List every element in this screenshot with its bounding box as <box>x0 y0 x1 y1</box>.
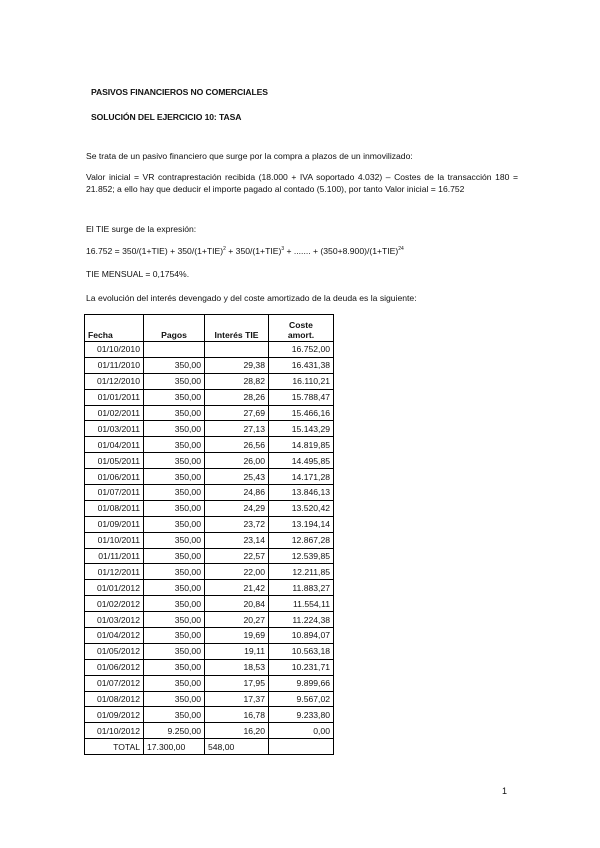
cell-coste: 0,00 <box>269 723 334 739</box>
table-row <box>85 707 334 723</box>
cell-pagos: 350,00 <box>144 532 205 548</box>
cell-fecha: 01/08/2012 <box>85 691 144 707</box>
formula-exponent-3: 24 <box>398 246 404 252</box>
table-row <box>85 469 334 485</box>
formula-part-2: + 350/(1+TIE) <box>225 246 282 256</box>
cell-fecha: 01/04/2012 <box>85 628 144 644</box>
total-interes: 548,00 <box>205 739 269 755</box>
cell-coste: 16.110,21 <box>269 373 334 389</box>
cell-pagos: 350,00 <box>144 707 205 723</box>
cell-fecha: 01/01/2012 <box>85 580 144 596</box>
tie-formula <box>86 245 518 257</box>
cell-pagos <box>144 342 205 358</box>
cell-interes: 24,86 <box>205 485 269 501</box>
table-row <box>85 389 334 405</box>
cell-interes: 23,72 <box>205 516 269 532</box>
cell-pagos: 350,00 <box>144 485 205 501</box>
table-row <box>85 405 334 421</box>
cell-coste: 12.867,28 <box>269 532 334 548</box>
cell-fecha: 01/02/2012 <box>85 596 144 612</box>
total-label: TOTAL <box>85 739 144 755</box>
cell-pagos: 350,00 <box>144 389 205 405</box>
cell-fecha: 01/06/2012 <box>85 659 144 675</box>
cell-fecha: 01/03/2012 <box>85 612 144 628</box>
table-row <box>85 500 334 516</box>
cell-fecha: 01/09/2012 <box>85 707 144 723</box>
cell-pagos: 350,00 <box>144 691 205 707</box>
cell-pagos: 350,00 <box>144 453 205 469</box>
cell-pagos: 350,00 <box>144 469 205 485</box>
header-coste <box>269 315 334 342</box>
cell-pagos: 9.250,00 <box>144 723 205 739</box>
formula-exponent-2: 3 <box>281 246 285 252</box>
cell-interes: 22,00 <box>205 564 269 580</box>
table-row <box>85 580 334 596</box>
table-row <box>85 548 334 564</box>
cell-pagos: 350,00 <box>144 357 205 373</box>
cell-interes: 20,27 <box>205 612 269 628</box>
cell-pagos: 350,00 <box>144 437 205 453</box>
cell-pagos: 350,00 <box>144 500 205 516</box>
cell-interes: 21,42 <box>205 580 269 596</box>
table-body <box>85 342 334 739</box>
cell-interes <box>205 342 269 358</box>
cell-coste: 10.563,18 <box>269 643 334 659</box>
document-heading: PASIVOS FINANCIEROS NO COMERCIALES <box>91 87 268 97</box>
table-row <box>85 596 334 612</box>
table-row <box>85 691 334 707</box>
cell-coste: 16.752,00 <box>269 342 334 358</box>
cell-fecha: 01/10/2012 <box>85 723 144 739</box>
valor-inicial-paragraph: Valor inicial = VR contraprestación recibida (18.000 + IVA soportado 4.032) – Costes de la transacción 180 = 21.852; a ello hay que deducir el importe pagado al contado (5.100), por tanto Valor inicial = 16.752 <box>86 172 518 194</box>
cell-fecha: 01/11/2010 <box>85 357 144 373</box>
cell-coste: 15.788,47 <box>269 389 334 405</box>
cell-fecha: 01/12/2010 <box>85 373 144 389</box>
cell-coste: 9.567,02 <box>269 691 334 707</box>
cell-pagos: 350,00 <box>144 373 205 389</box>
cell-coste: 11.554,11 <box>269 596 334 612</box>
cell-fecha: 01/06/2011 <box>85 469 144 485</box>
cell-fecha: 01/05/2012 <box>85 643 144 659</box>
header-pagos: Pagos <box>144 315 205 342</box>
cell-pagos: 350,00 <box>144 580 205 596</box>
formula-part-3: + ....... + (350+8.900)/(1+TIE) <box>284 246 399 256</box>
cell-coste: 14.819,85 <box>269 437 334 453</box>
page-number: 1 <box>502 786 508 796</box>
cell-interes: 24,29 <box>205 500 269 516</box>
cell-fecha: 01/09/2011 <box>85 516 144 532</box>
total-row <box>85 739 334 755</box>
cell-coste: 14.171,28 <box>269 469 334 485</box>
cell-pagos: 350,00 <box>144 564 205 580</box>
cell-fecha: 01/04/2011 <box>85 437 144 453</box>
cell-coste: 11.224,38 <box>269 612 334 628</box>
cell-interes: 23,14 <box>205 532 269 548</box>
cell-interes: 18,53 <box>205 659 269 675</box>
cell-coste: 16.431,38 <box>269 357 334 373</box>
cell-pagos: 350,00 <box>144 659 205 675</box>
table-row <box>85 532 334 548</box>
cell-coste: 9.233,80 <box>269 707 334 723</box>
cell-interes: 28,26 <box>205 389 269 405</box>
cell-fecha: 01/01/2011 <box>85 389 144 405</box>
cell-interes: 16,78 <box>205 707 269 723</box>
table-row <box>85 357 334 373</box>
cell-interes: 19,11 <box>205 643 269 659</box>
cell-interes: 27,69 <box>205 405 269 421</box>
cell-pagos: 350,00 <box>144 421 205 437</box>
header-interes: Interés TIE <box>205 315 269 342</box>
cell-interes: 19,69 <box>205 628 269 644</box>
table-row <box>85 675 334 691</box>
cell-fecha: 01/10/2011 <box>85 532 144 548</box>
cell-pagos: 350,00 <box>144 548 205 564</box>
cell-coste: 13.846,13 <box>269 485 334 501</box>
table-row <box>85 516 334 532</box>
table-row <box>85 373 334 389</box>
formula-part-1: 16.752 = 350/(1+TIE) + 350/(1+TIE) <box>86 246 224 256</box>
table-row <box>85 628 334 644</box>
intro-paragraph: Se trata de un pasivo financiero que surge por la compra a plazos de un inmovilizado: <box>86 151 413 161</box>
table-row <box>85 485 334 501</box>
header-coste-line2: amort. <box>287 330 315 340</box>
cell-coste: 15.143,29 <box>269 421 334 437</box>
cell-fecha: 01/08/2011 <box>85 500 144 516</box>
cell-interes: 22,57 <box>205 548 269 564</box>
cell-interes: 17,37 <box>205 691 269 707</box>
cell-coste: 13.194,14 <box>269 516 334 532</box>
cell-pagos: 350,00 <box>144 675 205 691</box>
cell-pagos: 350,00 <box>144 612 205 628</box>
cell-pagos: 350,00 <box>144 628 205 644</box>
cell-fecha: 01/05/2011 <box>85 453 144 469</box>
cell-fecha: 01/07/2011 <box>85 485 144 501</box>
cell-interes: 20,84 <box>205 596 269 612</box>
table-row <box>85 659 334 675</box>
cell-interes: 17,95 <box>205 675 269 691</box>
exercise-heading: SOLUCIÓN DEL EJERCICIO 10: TASA <box>91 112 242 122</box>
cell-coste: 14.495,85 <box>269 453 334 469</box>
cell-pagos: 350,00 <box>144 516 205 532</box>
tie-intro-paragraph: El TIE surge de la expresión: <box>86 224 197 234</box>
total-coste <box>269 739 334 755</box>
cell-pagos: 350,00 <box>144 596 205 612</box>
header-fecha: Fecha <box>85 315 144 342</box>
table-row <box>85 643 334 659</box>
cell-interes: 26,56 <box>205 437 269 453</box>
cell-pagos: 350,00 <box>144 643 205 659</box>
cell-interes: 16,20 <box>205 723 269 739</box>
cell-coste: 12.539,85 <box>269 548 334 564</box>
cell-fecha: 01/12/2011 <box>85 564 144 580</box>
table-row <box>85 564 334 580</box>
cell-coste: 13.520,42 <box>269 500 334 516</box>
cell-pagos: 350,00 <box>144 405 205 421</box>
cell-coste: 10.231,71 <box>269 659 334 675</box>
table-row <box>85 723 334 739</box>
tie-mensual: TIE MENSUAL = 0,1754%. <box>86 269 190 279</box>
cell-coste: 15.466,16 <box>269 405 334 421</box>
cell-coste: 10.894,07 <box>269 628 334 644</box>
table-row <box>85 437 334 453</box>
table-row <box>85 342 334 358</box>
cell-interes: 29,38 <box>205 357 269 373</box>
total-pagos: 17.300,00 <box>144 739 205 755</box>
cell-fecha: 01/07/2012 <box>85 675 144 691</box>
table-row <box>85 453 334 469</box>
cell-coste: 9.899,66 <box>269 675 334 691</box>
cell-interes: 27,13 <box>205 421 269 437</box>
evolucion-paragraph: La evolución del interés devengado y del coste amortizado de la deuda es la siguiente: <box>86 293 417 303</box>
cell-fecha: 01/10/2010 <box>85 342 144 358</box>
amortization-table <box>84 314 334 755</box>
cell-interes: 26,00 <box>205 453 269 469</box>
cell-interes: 25,43 <box>205 469 269 485</box>
cell-fecha: 01/03/2011 <box>85 421 144 437</box>
cell-coste: 12.211,85 <box>269 564 334 580</box>
cell-fecha: 01/11/2011 <box>85 548 144 564</box>
formula-exponent-1: 2 <box>223 246 226 252</box>
table-row <box>85 421 334 437</box>
cell-coste: 11.883,27 <box>269 580 334 596</box>
table-header-row <box>85 315 334 342</box>
cell-fecha: 01/02/2011 <box>85 405 144 421</box>
header-coste-line1: Coste <box>289 320 313 330</box>
table-row <box>85 612 334 628</box>
cell-interes: 28,82 <box>205 373 269 389</box>
